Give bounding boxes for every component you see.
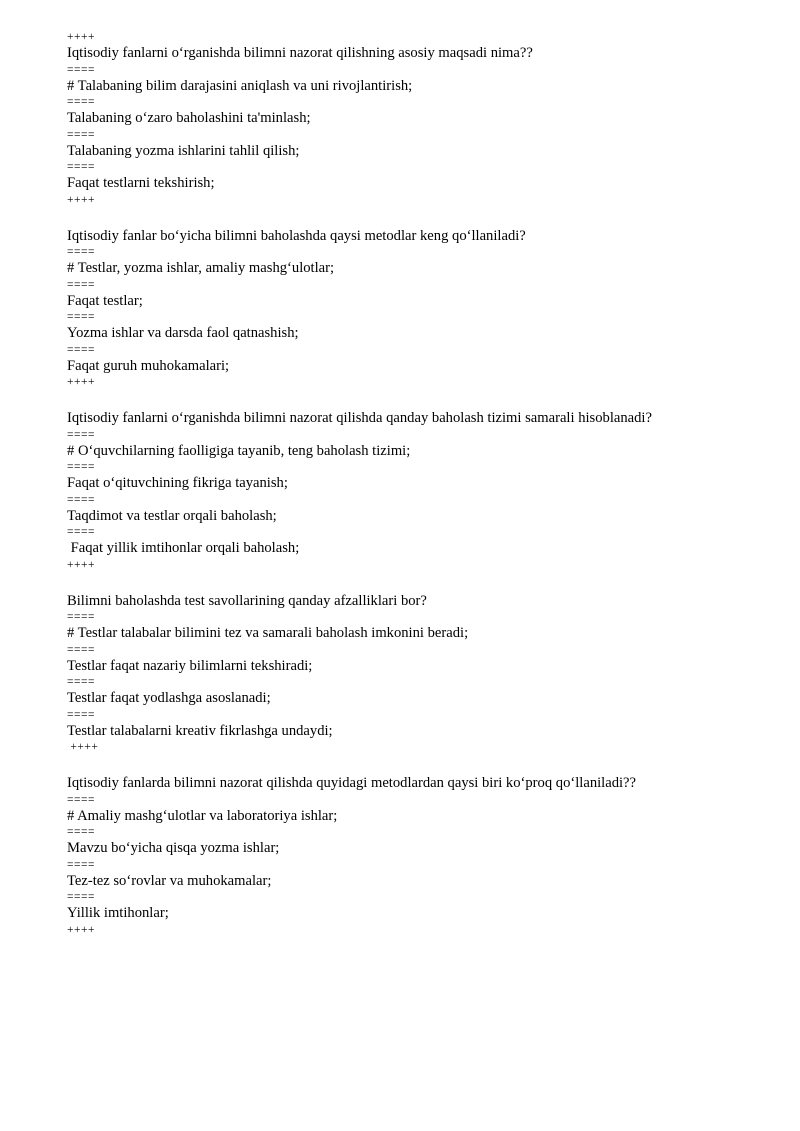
separator: ==== [67,526,95,538]
option: Talabaning o‘zaro baholashini ta'minlash; [67,110,311,126]
separator: ==== [67,708,95,721]
separator: ==== [67,676,95,688]
document-page [67,30,767,937]
separator: ==== [67,96,95,108]
separator: ==== [67,858,95,871]
option: Yozma ishlar va darsda faol qatnashish; [67,325,299,341]
separator: ==== [67,493,95,506]
separator: ==== [67,63,95,76]
question-block [67,44,767,207]
option: Testlar talabalarni kreativ fikrlashga undaydi; [67,722,333,739]
question-text: Iqtisodiy fanlarni o‘rganishda bilimni nazorat qilishning asosiy maqsadi nima?? [67,45,533,61]
block-end-marker: ++++ [67,741,99,753]
question-block [67,774,767,937]
option: Testlar faqat nazariy bilimlarni tekshiradi; [67,657,313,674]
option: Faqat testlarni tekshirish; [67,175,215,191]
separator: ==== [67,891,95,903]
question-block [67,592,767,755]
separator: ==== [67,611,95,623]
separator: ==== [67,161,95,173]
option-correct: # Amaliy mashg‘ulotlar va laboratoriya ishlar; [67,807,338,824]
separator: ==== [67,278,95,291]
question-text: Iqtisodiy fanlar bo‘yicha bilimni baholashda qaysi metodlar keng qo‘llaniladi? [67,227,526,244]
question-block [67,227,767,390]
separator: ==== [67,461,95,473]
question-block [67,409,767,572]
option: Yillik imtihonlar; [67,905,169,921]
option: Mavzu bo‘yicha qisqa yozma ishlar; [67,840,280,856]
block-end-marker: ++++ [67,558,95,571]
separator: ==== [67,793,95,806]
option: Faqat testlar; [67,292,143,309]
block-end-marker: ++++ [67,376,95,388]
question-text: Iqtisodiy fanlarda bilimni nazorat qilishda quyidagi metodlardan qaysi biri ko‘proq qo‘llaniladi?? [67,775,637,791]
block-end-marker: ++++ [67,923,95,936]
option: Talabaning yozma ishlarini tahlil qilish; [67,142,300,159]
option-correct: # O‘quvchilarning faolligiga tayanib, teng baholash tizimi; [67,442,411,459]
option: Tez-tez so‘rovlar va muhokamalar; [67,872,272,889]
option: Faqat yillik imtihonlar orqali baholash; [67,540,300,556]
separator: ==== [67,428,95,441]
option: Taqdimot va testlar orqali baholash; [67,507,277,524]
separator: ==== [67,246,95,258]
option-correct: # Talabaning bilim darajasini aniqlash va uni rivojlantirish; [67,77,413,94]
question-text: Iqtisodiy fanlarni o‘rganishda bilimni nazorat qilishda qanday baholash tizimi samarali hisoblanadi? [67,410,652,426]
separator: ==== [67,343,95,356]
header-marker: ++++ [67,31,95,43]
separator: ==== [67,826,95,838]
separator: ==== [67,311,95,323]
separator: ==== [67,128,95,141]
option: Faqat o‘qituvchining fikriga tayanish; [67,475,288,491]
question-text: Bilimni baholashda test savollarining qanday afzalliklari bor? [67,592,427,609]
option-correct: # Testlar talabalar bilimini tez va samarali baholash imkonini beradi; [67,625,469,641]
option: Testlar faqat yodlashga asoslanadi; [67,690,271,706]
separator: ==== [67,643,95,656]
block-end-marker: ++++ [67,193,95,206]
option-correct: # Testlar, yozma ishlar, amaliy mashg‘ulotlar; [67,260,335,276]
option: Faqat guruh muhokamalari; [67,357,230,374]
